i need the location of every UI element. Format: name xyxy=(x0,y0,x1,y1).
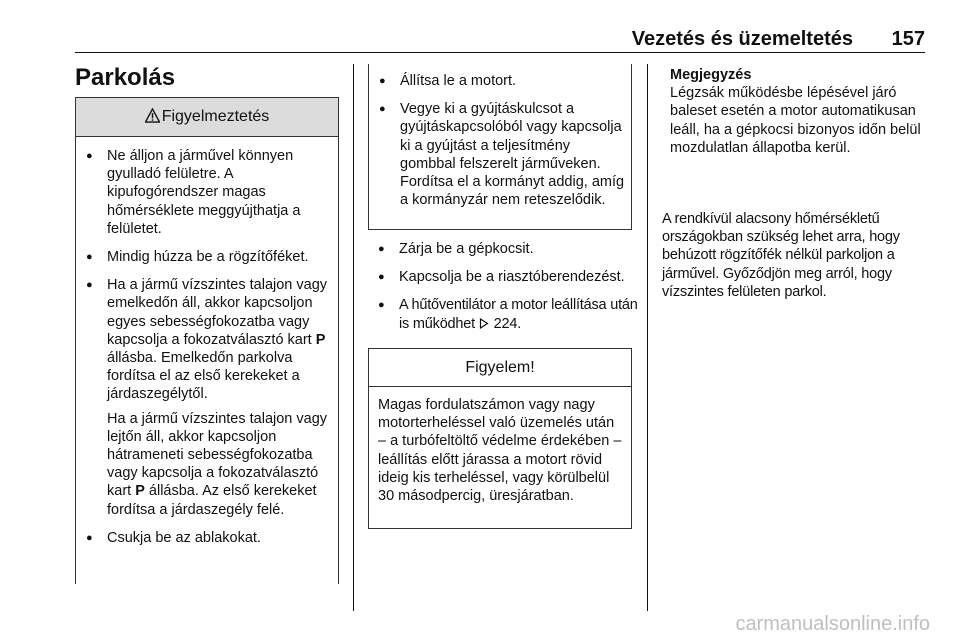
list-item-text: Ha a jármű vízszintes talajon vagy lejtőn áll, akkor kapcsoljon hátrameneti sebességfokozatba vagy kapcsolja a fokozatválasztó kart xyxy=(107,410,328,500)
warning-box-continued xyxy=(368,64,632,230)
header-title: Vezetés és üzemeltetés xyxy=(631,28,853,50)
warning-triangle-icon xyxy=(145,100,160,137)
page-header xyxy=(75,28,925,53)
list-item: ● Állítsa le a motort. xyxy=(375,72,625,90)
list-item xyxy=(82,276,330,403)
list-item-text: A hűtőventilátor a motor leállítása után is működhet xyxy=(399,297,638,332)
page-ref-triangle-icon xyxy=(479,316,490,334)
gear-label: P xyxy=(315,331,326,348)
section-title: Parkolás xyxy=(75,64,176,91)
note-title: Megjegyzés xyxy=(670,67,752,83)
list-item: ● Kapcsolja be a riasztóberendezést. xyxy=(374,268,638,286)
page-number: 157 xyxy=(891,28,925,50)
list-item: ● Csukja be az ablakokat. xyxy=(82,529,330,547)
warning-box-header xyxy=(76,98,338,137)
warning-box xyxy=(75,97,339,584)
list-item-text: állásba. Az első kerekeket fordítsa a járdaszegély felé. xyxy=(107,483,317,518)
gear-label: P xyxy=(135,483,145,500)
caution-box-header: Figyelem! xyxy=(369,349,631,387)
caution-box xyxy=(368,348,632,529)
list-item: ● Mindig húzza be a rögzítőféket. xyxy=(82,248,330,266)
note-block xyxy=(662,66,928,157)
watermark: carmanualsonline.info xyxy=(735,613,930,635)
list-item-continuation xyxy=(82,410,330,519)
list-item: ● Ne álljon a járművel könnyen gyulladó felületre. A kipufogórendszer magas hőmérséklete meggyújthatja a felületet. xyxy=(82,147,330,238)
body-paragraph: A rendkívül alacsony hőmérsékletű országokban szükség lehet arra, hogy behúzott rögzítőfék nélkül parkoljon a járművel. Győződjön meg arról, hogy vízszintes felületen parkol. xyxy=(662,211,900,300)
caution-text: Magas fordulatszámon vagy nagy motorterheléssel való üzemelés után – a turbófeltöltő védelme érdekében – leállítás előtt járassa a motort rövid ideig kis terheléssel, vagy körülbelül 30 másodpercig, üresjáratban. xyxy=(378,397,622,505)
column-divider-2 xyxy=(647,64,648,611)
warning-list xyxy=(76,137,338,547)
warning-title: Figyelmeztetés xyxy=(161,108,270,125)
parking-steps-list xyxy=(374,240,638,344)
list-item: ● Vegye ki a gyújtáskulcsot a gyújtáskapcsolóból vagy kapcsolja ki a gyújtást a teljesítmény gombbal felszerelt járműveken. Fordítsa el a kormányt addig, amíg a kormányzár nem reteszelődik. xyxy=(375,100,625,209)
warning-continued-list xyxy=(369,64,631,209)
note-text: Légzsák működésbe lépésével járó baleset esetén a motor automatikusan leáll, ha a gépkocsi bizonyos időn belül mozdulatlan állapotba kerül. xyxy=(670,85,921,156)
list-item: ● Zárja be a gépkocsit. xyxy=(374,240,638,258)
list-item-text: állásba. Emelkedőn parkolva fordítsa el az első kerekeket a járdaszegélytől. xyxy=(107,350,300,403)
list-item xyxy=(374,296,638,333)
page-reference: 224. xyxy=(489,315,522,332)
list-item-text: Ha a jármű vízszintes talajon vagy emelkedőn áll, akkor kapcsoljon egyes sebességfokozatba vagy kapcsolja a fokozatválasztó kart xyxy=(107,277,328,348)
column-divider-1 xyxy=(353,64,354,611)
